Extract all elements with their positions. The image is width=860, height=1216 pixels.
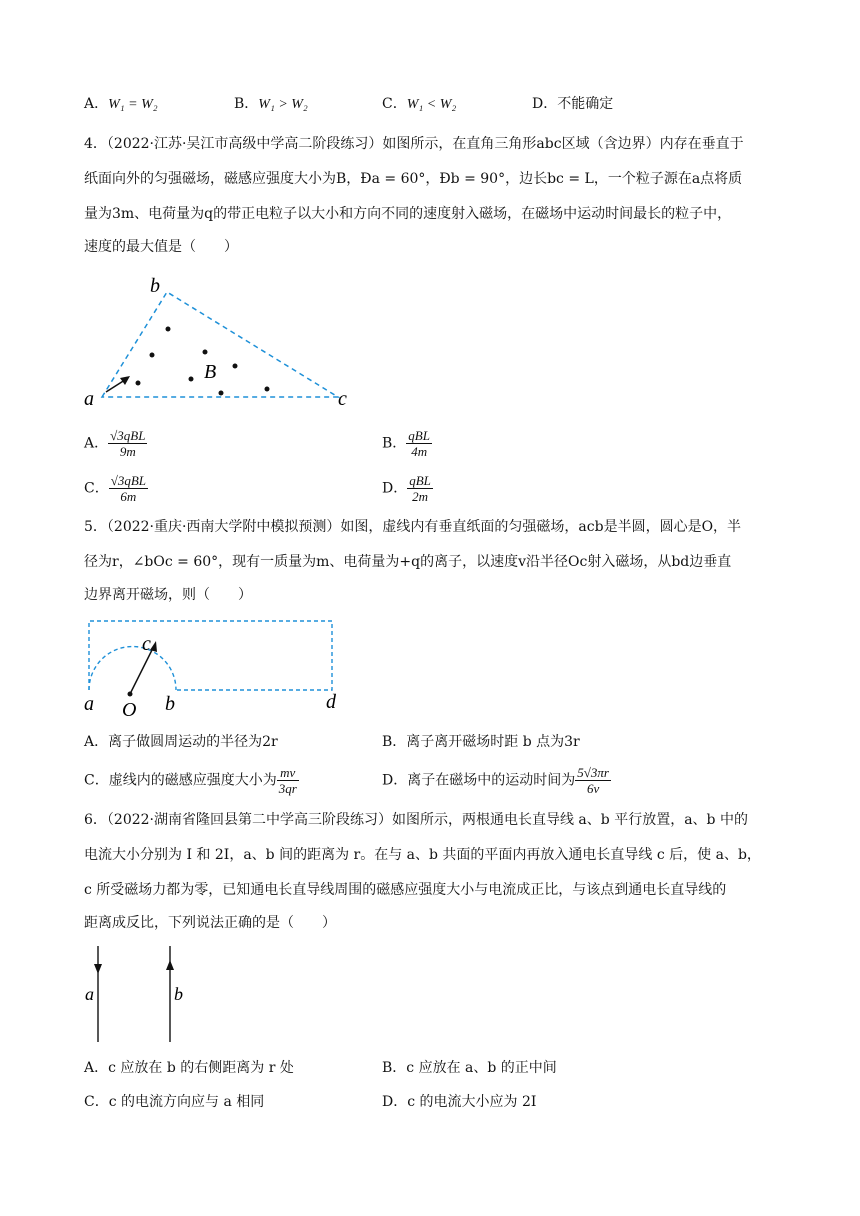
q4-stem-line-2: 纸面向外的匀强磁场，磁感应强度大小为B，Ða = 60°，Ðb = 90°，边长bc = L，一个粒子源在a点将质 xyxy=(84,171,743,187)
point-b-label: b xyxy=(165,693,175,715)
q6-stem-line-3: c 所受磁场力都为零，已知通电长直导线周围的磁感应强度大小与电流成正比，与该点到通电长直导线的 xyxy=(84,882,727,898)
q3-option-c: C．W₁ < W₂ xyxy=(382,96,457,112)
semicircle-acb xyxy=(89,647,176,691)
q4-option-d: D． $\frac{\text{qBL}}{2m}$ xyxy=(382,473,431,504)
q6-option-c: C．c 的电流方向应与 a 相同 xyxy=(84,1094,265,1110)
q5-option-d: D．离子在磁场中的运动时间为 $\frac{5√3\pi r}{6v}$ xyxy=(382,765,609,796)
q5-stem-line-2: 径为r，∠bOc = 60°，现有一质量为m、电荷量为+q的离子，以速度v沿半径Oc射入磁场，从bd边垂直 xyxy=(84,554,732,570)
q4-option-a: A． $\frac{\text{√3qBL}}{9m}$ xyxy=(84,428,146,459)
q4-stem-line-3: 量为3m、电荷量为q的带正电粒子以大小和方向不同的速度射入磁场，在磁场中运动时间最长的粒子中， xyxy=(84,206,732,222)
field-boundary xyxy=(89,621,332,690)
center-o-label: O xyxy=(122,699,137,721)
q4-option-c: C． $\frac{\text{√3qBL}}{6m}$ xyxy=(84,473,147,504)
q3-option-d: D．不能确定 xyxy=(532,96,614,112)
q6-option-a: A．c 应放在 b 的右侧距离为 r 处 xyxy=(84,1060,294,1076)
q4-option-b: B． $\frac{\text{qBL}}{4m}$ xyxy=(382,428,430,459)
point-a-label: a xyxy=(84,693,94,715)
q5-option-c: C．虚线内的磁感应强度大小为 $\frac{mv}{3qr}$ xyxy=(84,765,297,796)
q5-stem-line-1: 5．（2022·重庆·西南大学附中模拟预测）如图，虚线内有垂直纸面的匀强磁场，acb是半圆，圆心是O，半 xyxy=(84,519,742,535)
wire-b-label: b xyxy=(174,984,183,1004)
q3-option-b: B．W₁ > W₂ xyxy=(234,96,308,112)
up-arrow-icon xyxy=(166,960,174,970)
q5-stem-line-3: 边界离开磁场，则（ ） xyxy=(84,587,252,603)
field-b-label: B xyxy=(204,361,217,383)
arrow-head-icon xyxy=(120,376,130,385)
down-arrow-icon xyxy=(94,964,102,974)
vertex-a-label: a xyxy=(84,388,94,410)
q3-option-a: A．W₁ = W₂ xyxy=(84,96,158,112)
q5-semicircle-figure xyxy=(80,612,350,722)
q4-stem-line-4: 速度的最大值是（ ） xyxy=(84,239,238,255)
center-o-dot xyxy=(128,692,133,697)
q5-option-a: A．离子做圆周运动的半径为2r xyxy=(84,734,278,750)
q4-triangle-figure xyxy=(80,272,360,412)
wire-a-label: a xyxy=(85,984,94,1004)
q6-option-b: B．c 应放在 a、b 的正中间 xyxy=(382,1060,557,1076)
point-d-label: d xyxy=(326,691,336,713)
q6-stem-line-4: 距离成反比，下列说法正确的是（ ） xyxy=(84,915,336,931)
q6-option-d: D．c 的电流大小应为 2I xyxy=(382,1094,537,1110)
vertex-c-label: c xyxy=(338,388,347,410)
q6-stem-line-1: 6．（2022·湖南省隆回县第二中学高三阶段练习）如图所示，两根通电长直导线 a、b 平行放置，a、b 中的 xyxy=(84,812,748,828)
point-c-label: c xyxy=(142,633,151,655)
q4-stem-line-1: 4．（2022·江苏·吴江市高级中学高二阶段练习）如图所示，在直角三角形abc区域（含边界）内存在垂直于 xyxy=(84,136,744,152)
vertex-b-label: b xyxy=(150,275,160,297)
q6-stem-line-2: 电流大小分别为 I 和 2I，a、b 间的距离为 r。在与 a、b 共面的平面内再放入通电长直导线 c 后，使 a、b， xyxy=(84,847,761,863)
q5-option-b: B．离子离开磁场时距 b 点为3r xyxy=(382,734,580,750)
q6-wires-figure xyxy=(80,944,200,1044)
